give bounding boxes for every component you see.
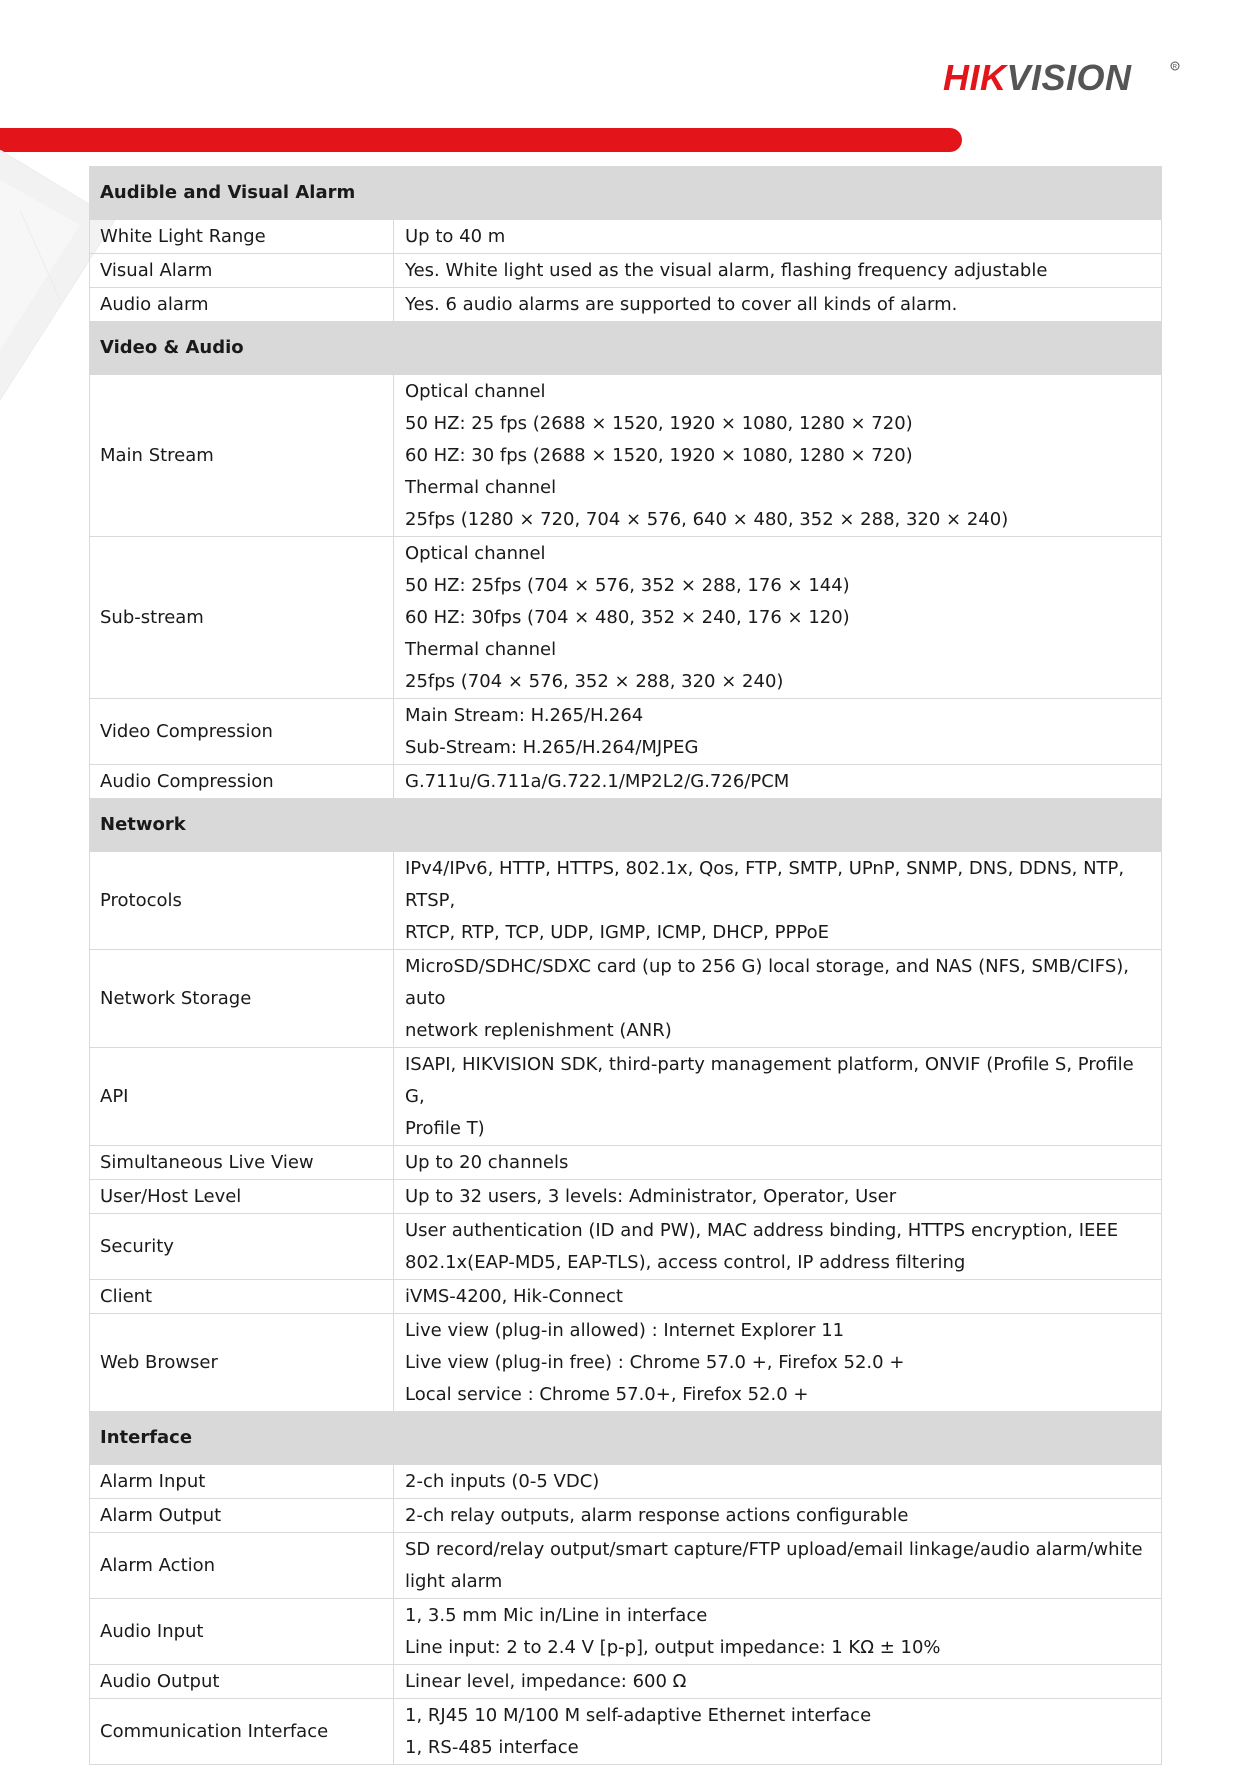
spec-label: Security <box>90 1214 394 1280</box>
spec-label: Communication Interface <box>90 1699 394 1765</box>
spec-row <box>90 1314 1162 1412</box>
spec-row <box>90 1280 1162 1314</box>
section-title: Interface <box>90 1412 1162 1465</box>
spec-label: Simultaneous Live View <box>90 1146 394 1180</box>
spec-label: Web Browser <box>90 1314 394 1412</box>
spec-value-line: 2-ch inputs (0-5 VDC) <box>405 1471 600 1492</box>
specification-table <box>89 166 1162 1765</box>
spec-row <box>90 537 1162 699</box>
spec-value-line: 25fps (704 × 576, 352 × 288, 320 × 240) <box>405 671 784 692</box>
spec-row <box>90 1214 1162 1280</box>
spec-label: Audio Output <box>90 1665 394 1699</box>
spec-value-line: Optical channel <box>405 381 546 402</box>
spec-value-line: SD record/relay output/smart capture/FTP upload/email linkage/audio alarm/white <box>405 1539 1143 1560</box>
spec-value <box>394 288 1162 322</box>
spec-value-line: RTCP, RTP, TCP, UDP, IGMP, ICMP, DHCP, PPPoE <box>405 922 829 943</box>
spec-value-line: Live view (plug-in free) : Chrome 57.0 +, Firefox 52.0 + <box>405 1352 905 1373</box>
svg-text:R: R <box>1172 64 1177 71</box>
spec-value <box>394 1599 1162 1665</box>
spec-row <box>90 699 1162 765</box>
spec-label: Sub-stream <box>90 537 394 699</box>
spec-value <box>394 699 1162 765</box>
spec-value <box>394 537 1162 699</box>
section-title: Video & Audio <box>90 322 1162 375</box>
spec-label: API <box>90 1048 394 1146</box>
spec-value-line: network replenishment (ANR) <box>405 1020 672 1041</box>
spec-value <box>394 220 1162 254</box>
spec-row <box>90 1146 1162 1180</box>
spec-value-line: 1, 3.5 mm Mic in/Line in interface <box>405 1605 708 1626</box>
spec-value-line: 50 HZ: 25fps (704 × 576, 352 × 288, 176 × 144) <box>405 575 850 596</box>
spec-value-line: Thermal channel <box>405 477 557 498</box>
spec-value <box>394 1180 1162 1214</box>
spec-row <box>90 852 1162 950</box>
spec-value-line: Optical channel <box>405 543 546 564</box>
spec-row <box>90 1465 1162 1499</box>
spec-value-line: Up to 32 users, 3 levels: Administrator, Operator, User <box>405 1186 897 1207</box>
spec-row <box>90 288 1162 322</box>
spec-row <box>90 1599 1162 1665</box>
spec-value <box>394 1146 1162 1180</box>
spec-value <box>394 375 1162 537</box>
spec-value-line: 60 HZ: 30fps (704 × 480, 352 × 240, 176 × 120) <box>405 607 850 628</box>
spec-value-line: Up to 20 channels <box>405 1152 569 1173</box>
spec-value-line: iVMS-4200, Hik-Connect <box>405 1286 623 1307</box>
spec-value-line: G.711u/G.711a/G.722.1/MP2L2/G.726/PCM <box>405 771 790 792</box>
spec-value <box>394 950 1162 1048</box>
spec-value-line: 2-ch relay outputs, alarm response actions configurable <box>405 1505 909 1526</box>
spec-row <box>90 1533 1162 1599</box>
spec-value-line: 25fps (1280 × 720, 704 × 576, 640 × 480, 352 × 288, 320 × 240) <box>405 509 1009 530</box>
spec-value-line: User authentication (ID and PW), MAC address binding, HTTPS encryption, IEEE <box>405 1220 1119 1241</box>
spec-row <box>90 375 1162 537</box>
spec-value <box>394 1048 1162 1146</box>
spec-value-line: Yes. White light used as the visual alarm, flashing frequency adjustable <box>405 260 1048 281</box>
spec-value-line: light alarm <box>405 1571 503 1592</box>
spec-row <box>90 950 1162 1048</box>
spec-value-line: Profile T) <box>405 1118 485 1139</box>
spec-value-line: Line input: 2 to 2.4 V [p-p], output impedance: 1 KΩ ± 10% <box>405 1637 941 1658</box>
spec-label: Alarm Action <box>90 1533 394 1599</box>
spec-row <box>90 220 1162 254</box>
spec-value-line: 50 HZ: 25 fps (2688 × 1520, 1920 × 1080, 1280 × 720) <box>405 413 913 434</box>
spec-value <box>394 1280 1162 1314</box>
spec-value-line: Yes. 6 audio alarms are supported to cover all kinds of alarm. <box>405 294 958 315</box>
section-title: Audible and Visual Alarm <box>90 167 1162 220</box>
spec-row <box>90 254 1162 288</box>
spec-label: Audio alarm <box>90 288 394 322</box>
spec-value-line: MicroSD/SDHC/SDXC card (up to 256 G) local storage, and NAS (NFS, SMB/CIFS), auto <box>405 956 1129 1009</box>
spec-value-line: Local service : Chrome 57.0+, Firefox 52.0 + <box>405 1384 809 1405</box>
spec-value-line: 60 HZ: 30 fps (2688 × 1520, 1920 × 1080, 1280 × 720) <box>405 445 913 466</box>
spec-value <box>394 765 1162 799</box>
spec-value-line: Linear level, impedance: 600 Ω <box>405 1671 687 1692</box>
spec-label: Network Storage <box>90 950 394 1048</box>
spec-value-line: Sub-Stream: H.265/H.264/MJPEG <box>405 737 699 758</box>
spec-row <box>90 1180 1162 1214</box>
spec-label: Main Stream <box>90 375 394 537</box>
spec-value-line: 1, RJ45 10 M/100 M self-adaptive Ethernet interface <box>405 1705 872 1726</box>
section-header-row <box>90 167 1162 220</box>
spec-label: Visual Alarm <box>90 254 394 288</box>
spec-value-line: Thermal channel <box>405 639 557 660</box>
spec-value <box>394 1214 1162 1280</box>
spec-label: Alarm Output <box>90 1499 394 1533</box>
spec-label: Audio Input <box>90 1599 394 1665</box>
spec-value <box>394 852 1162 950</box>
header-red-bar <box>0 128 962 152</box>
spec-label: Alarm Input <box>90 1465 394 1499</box>
section-header-row <box>90 1412 1162 1465</box>
section-title: Network <box>90 799 1162 852</box>
spec-label: User/Host Level <box>90 1180 394 1214</box>
spec-label: Protocols <box>90 852 394 950</box>
spec-row <box>90 1499 1162 1533</box>
spec-value-line: Up to 40 m <box>405 226 506 247</box>
spec-value <box>394 1665 1162 1699</box>
spec-value <box>394 1533 1162 1599</box>
spec-value <box>394 1499 1162 1533</box>
spec-row <box>90 765 1162 799</box>
spec-label: Video Compression <box>90 699 394 765</box>
spec-label: Client <box>90 1280 394 1314</box>
spec-value <box>394 254 1162 288</box>
section-header-row <box>90 799 1162 852</box>
spec-row <box>90 1048 1162 1146</box>
spec-value-line: Main Stream: H.265/H.264 <box>405 705 644 726</box>
spec-row <box>90 1665 1162 1699</box>
spec-label: Audio Compression <box>90 765 394 799</box>
spec-value-line: IPv4/IPv6, HTTP, HTTPS, 802.1x, Qos, FTP, SMTP, UPnP, SNMP, DNS, DDNS, NTP, RTSP, <box>405 858 1125 911</box>
svg-text:HIKVISION: HIKVISION <box>943 57 1132 98</box>
spec-value-line: 802.1x(EAP-MD5, EAP-TLS), access control, IP address filtering <box>405 1252 966 1273</box>
hikvision-logo <box>943 56 1183 100</box>
spec-label: White Light Range <box>90 220 394 254</box>
spec-value-line: Live view (plug-in allowed) : Internet Explorer 11 <box>405 1320 845 1341</box>
spec-value-line: 1, RS-485 interface <box>405 1737 579 1758</box>
spec-value <box>394 1465 1162 1499</box>
spec-value <box>394 1314 1162 1412</box>
spec-value-line: ISAPI, HIKVISION SDK, third-party management platform, ONVIF (Profile S, Profile G, <box>405 1054 1134 1107</box>
section-header-row <box>90 322 1162 375</box>
